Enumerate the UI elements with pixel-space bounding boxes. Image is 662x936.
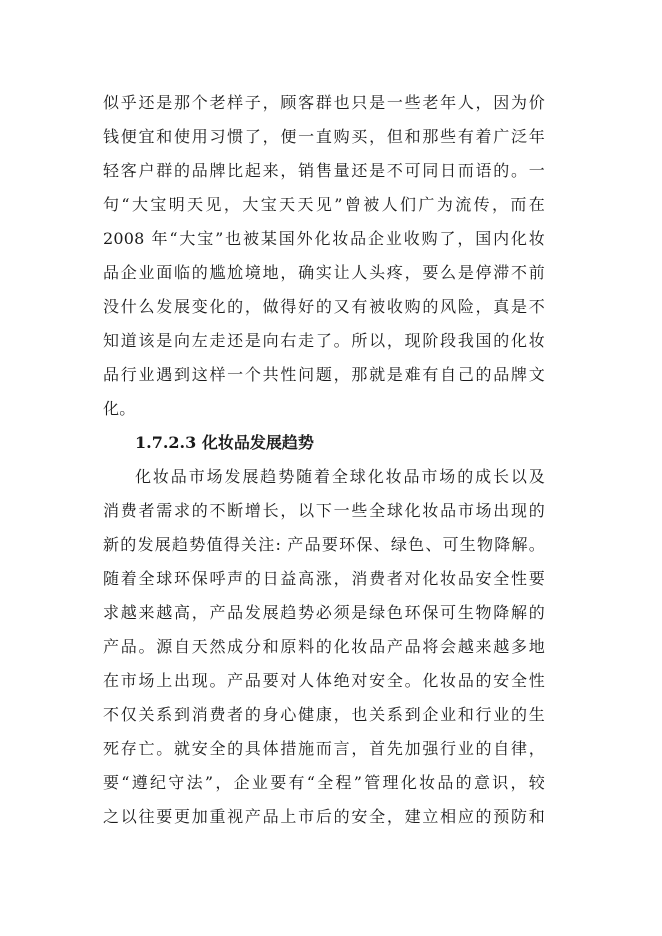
paragraph1-line-8: 知道该是向左走还是向右走了。所以，现阶段我国的化妆 [103, 331, 545, 350]
paragraph1-line-4: 句“大宝明天见，大宝天天见”曾被人们广为流传，而在 [103, 195, 545, 214]
paragraph2-line-7: 在市场上出现。产品要对人体绝对安全。化妆品的安全性 [103, 671, 545, 690]
paragraph2-line-5: 求越来越高，产品发展趋势必须是绿色环保可生物降解的 [103, 603, 545, 622]
paragraph1-line-9: 品行业遇到这样一个共性问题，那就是难有自己的品牌文 [103, 365, 545, 384]
paragraph2-line-6: 产品。源自天然成分和原料的化妆品产品将会越来越多地 [103, 637, 545, 656]
paragraph1-line-10: 化。 [103, 399, 136, 418]
paragraph2-line-8: 不仅关系到消费者的身心健康，也关系到企业和行业的生 [103, 705, 545, 724]
paragraph1-line-2: 钱便宜和使用习惯了，便一直购买，但和那些有着广泛年 [103, 127, 545, 146]
paragraph1-line-6: 品企业面临的尴尬境地，确实让人头疼，要么是停滞不前 [103, 263, 545, 282]
paragraph2-line-4: 随着全球环保呼声的日益高涨，消费者对化妆品安全性要 [103, 569, 545, 588]
paragraph2-line-11: 之以往要更加重视产品上市后的安全，建立相应的预防和 [103, 807, 545, 826]
paragraph1-line-5: 2008 年“大宝”也被某国外化妆品企业收购了，国内化妆 [103, 229, 545, 248]
paragraph2-line-2: 消费者需求的不断增长，以下一些全球化妆品市场出现的 [103, 501, 545, 520]
paragraph2-line-10: 要“遵纪守法”，企业要有“全程”管理化妆品的意识，较 [103, 773, 545, 792]
paragraph1-line-1: 似乎还是那个老样子，顾客群也只是一些老年人，因为价 [103, 93, 545, 112]
section-heading: 1.7.2.3 化妆品发展趋势 [135, 433, 314, 452]
paragraph2-line-9: 死存亡。就安全的具体措施而言，首先加强行业的自律， [103, 739, 545, 758]
paragraph2-line-3: 新的发展趋势值得关注: 产品要环保、绿色、可生物降解。 [103, 535, 545, 554]
paragraph1-line-3: 轻客户群的品牌比起来，销售量还是不可同日而语的。一 [103, 161, 545, 180]
paragraph1-line-7: 没什么发展变化的，做得好的又有被收购的风险，真是不 [103, 297, 545, 316]
paragraph2-line-1: 化妆品市场发展趋势随着全球化妆品市场的成长以及 [135, 467, 545, 486]
